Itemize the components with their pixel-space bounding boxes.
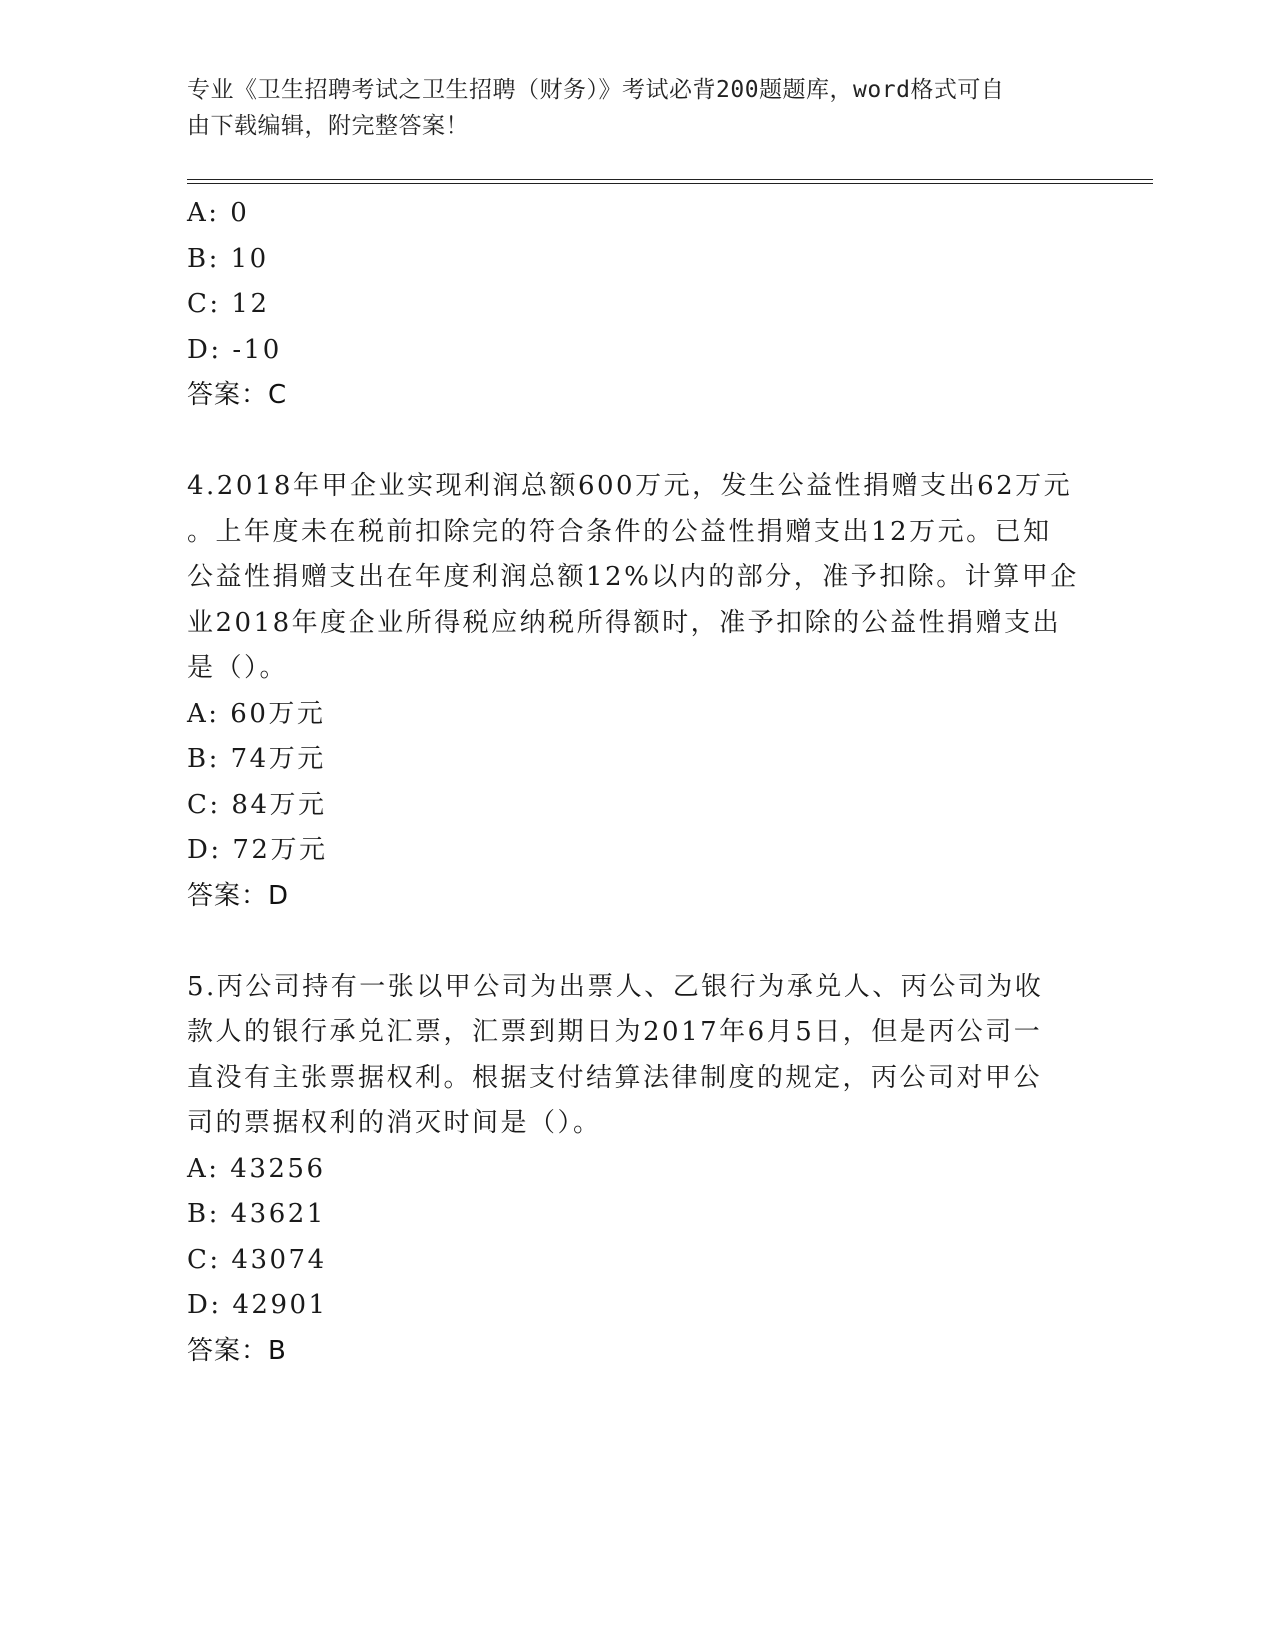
document-content xyxy=(187,191,1087,1374)
question-stem-line: 司的票据权利的消灭时间是（）。 xyxy=(187,1108,602,1138)
question-5 xyxy=(187,965,1087,1375)
option-c: C: 84万元 xyxy=(187,789,327,820)
option-b: B: 74万元 xyxy=(187,744,326,774)
header-line-1: 专业《卫生招聘考试之卫生招聘（财务）》考试必背200题题库，word格式可自 xyxy=(187,77,1005,103)
answer: 答案：B xyxy=(187,1335,287,1366)
option-d: D: -10 xyxy=(187,334,282,365)
question-stem-line: 。上年度未在税前扣除完的符合条件的公益性捐赠支出12万元。已知 xyxy=(187,516,1052,547)
question-4 xyxy=(187,464,1087,919)
option-a: A: 0 xyxy=(187,198,250,228)
question-stem-line: 4.2018年甲企业实现利润总额600万元，发生公益性捐赠支出62万元 xyxy=(187,471,1073,501)
question-3-partial xyxy=(187,191,1087,419)
question-stem-line: 公益性捐赠支出在年度利润总额12%以内的部分，准予扣除。计算甲企 xyxy=(187,562,1079,592)
question-stem-line: 是（）。 xyxy=(187,653,289,683)
answer: 答案：C xyxy=(187,380,288,410)
option-a: A: 43256 xyxy=(187,1153,326,1184)
header-divider-top xyxy=(187,179,1153,180)
option-c: C: 43074 xyxy=(187,1244,327,1275)
document-header xyxy=(187,72,1077,144)
question-stem-line: 款人的银行承兑汇票，汇票到期日为2017年6月5日，但是丙公司一 xyxy=(187,1017,1043,1047)
spacer xyxy=(187,919,1087,965)
option-d: D: 72万元 xyxy=(187,835,328,865)
answer: 答案：D xyxy=(187,880,290,911)
question-stem-line: 业2018年度企业所得税应纳税所得额时，准予扣除的公益性捐赠支出 xyxy=(187,607,1062,638)
option-a: A: 60万元 xyxy=(187,698,326,729)
header-divider-bottom xyxy=(187,183,1153,184)
spacer xyxy=(187,419,1087,465)
option-b: B: 10 xyxy=(187,243,269,274)
question-stem-line: 5.丙公司持有一张以甲公司为出票人、乙银行为承兑人、丙公司为收 xyxy=(187,971,1044,1002)
option-c: C: 12 xyxy=(187,289,270,319)
option-b: B: 43621 xyxy=(187,1199,326,1229)
question-stem-line: 直没有主张票据权利。根据支付结算法律制度的规定，丙公司对甲公 xyxy=(187,1062,1043,1093)
option-d: D: 42901 xyxy=(187,1290,328,1320)
header-line-2: 由下载编辑，附完整答案！ xyxy=(187,113,469,139)
